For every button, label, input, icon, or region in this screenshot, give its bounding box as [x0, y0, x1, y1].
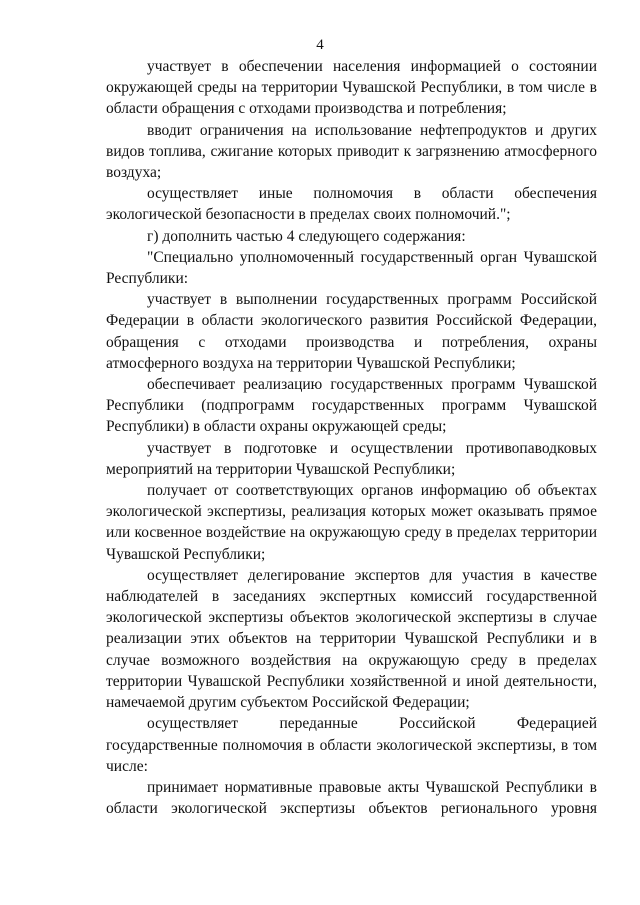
paragraph-5: "Специально уполномоченный государственный орган Чувашской Республики: — [106, 248, 597, 288]
paragraph-10: осуществляет делегирование экспертов для участия в качестве наблюдателей в заседаниях экспертных комиссий государственной экологической экспертизы объектов экологической экспертизы в случае реализации этих объектов на территории Чувашской Республики и в случае возможного воздействия на окружающую среду в пределах территории Чувашской Республики хозяйственной и иной деятельности, намечаемой другим субъектом Российской Федерации; — [106, 566, 597, 712]
paragraph-11: осуществляет переданные Российской Федерацией государственные полномочия в области экологической экспертизы, в том числе: — [106, 715, 597, 775]
paragraph-6: участвует в выполнении государственных программ Российской Федерации в области экологического развития Российской Федерации, обращения с отходами производства и потребления, охраны атмосферного воздуха на территории Чувашской Республики; — [106, 291, 597, 372]
paragraph-8: участвует в подготовке и осуществлении противопаводковых мероприятий на территории Чувашской Республики; — [106, 439, 597, 478]
paragraph-9: получает от соответствующих органов информацию об объектах экологической экспертизы, реализация которых может оказывать прямое или косвенное воздействие на окружающую среду в пределах территории Чувашской Республики; — [106, 482, 597, 563]
paragraph-7: обеспечивает реализацию государственных программ Чувашской Республики (подпрограмм государственных программ Чувашской Республики) в области охраны окружающей среды; — [106, 376, 597, 436]
paragraph-12: принимает нормативные правовые акты Чувашской Республики в области экологической экспертизы объектов регионального уровня — [106, 778, 597, 818]
page-number: 4 — [316, 37, 324, 53]
paragraph-2: вводит ограничения на использование нефтепродуктов и других видов топлива, сжигание которых приводит к загрязнению атмосферного воздуха; — [106, 121, 597, 182]
paragraph-4: г) дополнить частью 4 следующего содержания: — [147, 227, 466, 245]
document-body — [106, 56, 597, 819]
paragraph-1: участвует в обеспечении населения информацией о состоянии окружающей среды на территории Чувашской Республики, в том числе в области обращения с отходами производства и потребления; — [106, 58, 597, 118]
paragraph-3: осуществляет иные полномочия в области обеспечения экологической безопасности в пределах своих полномочий."; — [106, 185, 597, 224]
